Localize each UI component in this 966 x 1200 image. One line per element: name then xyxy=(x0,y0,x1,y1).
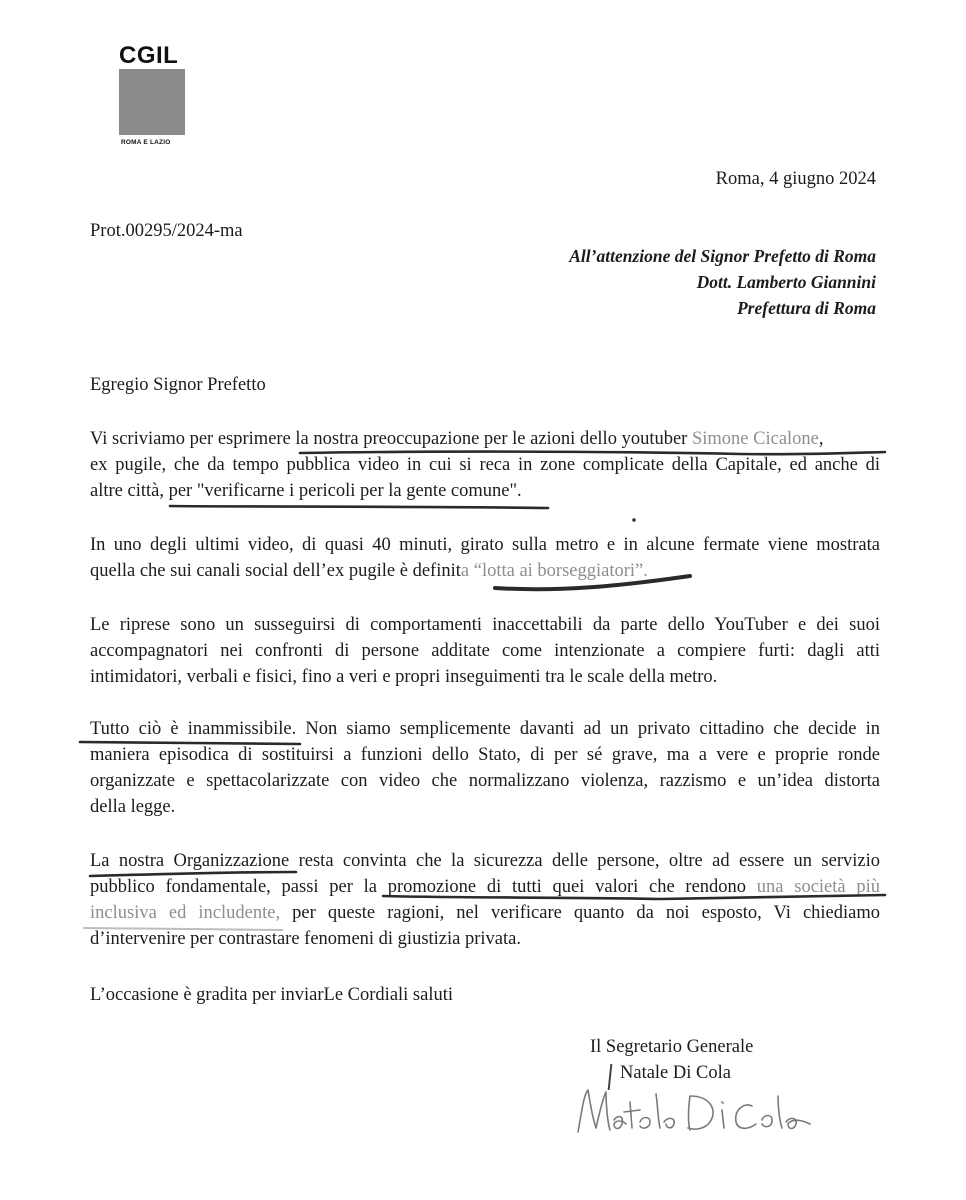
closing-line: L’occasione è gradita per inviarLe Cordiali saluti xyxy=(90,985,454,1005)
paragraph-1-line-2: ex pugile, che da tempo pubblica video in cui si reca in zone complicate della Capitale, ed anche di xyxy=(90,455,880,475)
addressee-block xyxy=(569,243,876,321)
underline-verificarne xyxy=(170,506,548,508)
paragraph-2 xyxy=(90,532,880,584)
paragraph-5-line-3: inclusiva ed includente, per queste ragioni, nel verificare quanto da noi esposto, Vi chiediamo xyxy=(90,903,880,923)
paragraph-4-line-1: Tutto ciò è inammissibile. Non siamo semplicemente davanti ad un privato cittadino che decide in xyxy=(90,719,880,739)
paragraph-5-line-2: pubblico fondamentale, passi per la promozione di tutti quei valori che rendono una società più xyxy=(90,877,880,897)
ink-dot xyxy=(632,518,636,522)
paragraph-3-line-2: accompagnatori nei confronti di persone additate come intenzionate a compiere furti: dagli atti xyxy=(90,641,880,661)
paragraph-4-line-3: organizzate e spettacolarizzate con video che normalizzano violenza, razzismo e un’idea distorta xyxy=(90,771,880,791)
protocol-number: Prot.00295/2024-ma xyxy=(90,221,243,241)
paragraph-4 xyxy=(90,716,880,820)
addressee-line-1: All’attenzione del Signor Prefetto di Roma xyxy=(569,246,876,266)
paragraph-2-line-1: In uno degli ultimi video, di quasi 40 minuti, girato sulla metro e in alcune fermate viene mostrata xyxy=(90,535,880,555)
paragraph-1 xyxy=(90,426,880,504)
paragraph-4-line-4: della legge. xyxy=(90,797,176,817)
logo-square xyxy=(119,69,185,135)
highlighted-phrase-1: una società più xyxy=(756,877,880,897)
paragraph-5-line-4: d’intervenire per contrastare fenomeni di giustizia privata. xyxy=(90,929,521,949)
paragraph-2-line-2: quella che sui canali social dell’ex pugile è definita “lotta ai borseggiatori”. xyxy=(90,561,648,581)
paragraph-1-line-3: altre città, per "verificarne i pericoli per la gente comune". xyxy=(90,481,522,501)
paragraph-4-line-2: maniera episodica di sostituirsi a funzioni dello Stato, di per sé grave, ma a vere e proprie ronde xyxy=(90,745,880,765)
paragraph-1-line-1: Vi scriviamo per esprimere la nostra preoccupazione per le azioni dello youtuber Simone Cicalone, xyxy=(90,429,824,449)
signatory-name: Natale Di Cola xyxy=(620,1063,731,1083)
paragraph-3-line-1: Le riprese sono un susseguirsi di comportamenti inaccettabili da parte dello YouTuber e dei suoi xyxy=(90,615,880,635)
signatory-title: Il Segretario Generale xyxy=(590,1037,754,1057)
paragraph-3 xyxy=(90,612,880,690)
greeting: Egregio Signor Prefetto xyxy=(90,375,266,395)
addressee-line-3: Prefettura di Roma xyxy=(736,298,876,318)
letter-date: Roma, 4 giugno 2024 xyxy=(715,169,876,189)
highlighted-name: Simone Cicalone xyxy=(691,429,819,449)
cgil-logo xyxy=(116,44,188,146)
highlighted-phrase-2: inclusiva ed includente, xyxy=(90,903,281,923)
addressee-line-2: Dott. Lamberto Giannini xyxy=(696,272,876,292)
paragraph-5-line-1: La nostra Organizzazione resta convinta che la sicurezza delle persone, oltre ad essere un servizio xyxy=(90,851,880,871)
paragraph-3-line-3: intimidatori, verbali e fisici, fino a veri e propri inseguimenti tra le scale della metro. xyxy=(90,667,718,687)
logo-subtitle: ROMA E LAZIO xyxy=(121,139,171,146)
logo-name: CGIL xyxy=(119,42,179,69)
highlighted-quote: a “lotta ai borseggiatori”. xyxy=(460,561,648,581)
handwritten-signature xyxy=(570,1080,830,1140)
paragraph-5 xyxy=(90,848,880,952)
